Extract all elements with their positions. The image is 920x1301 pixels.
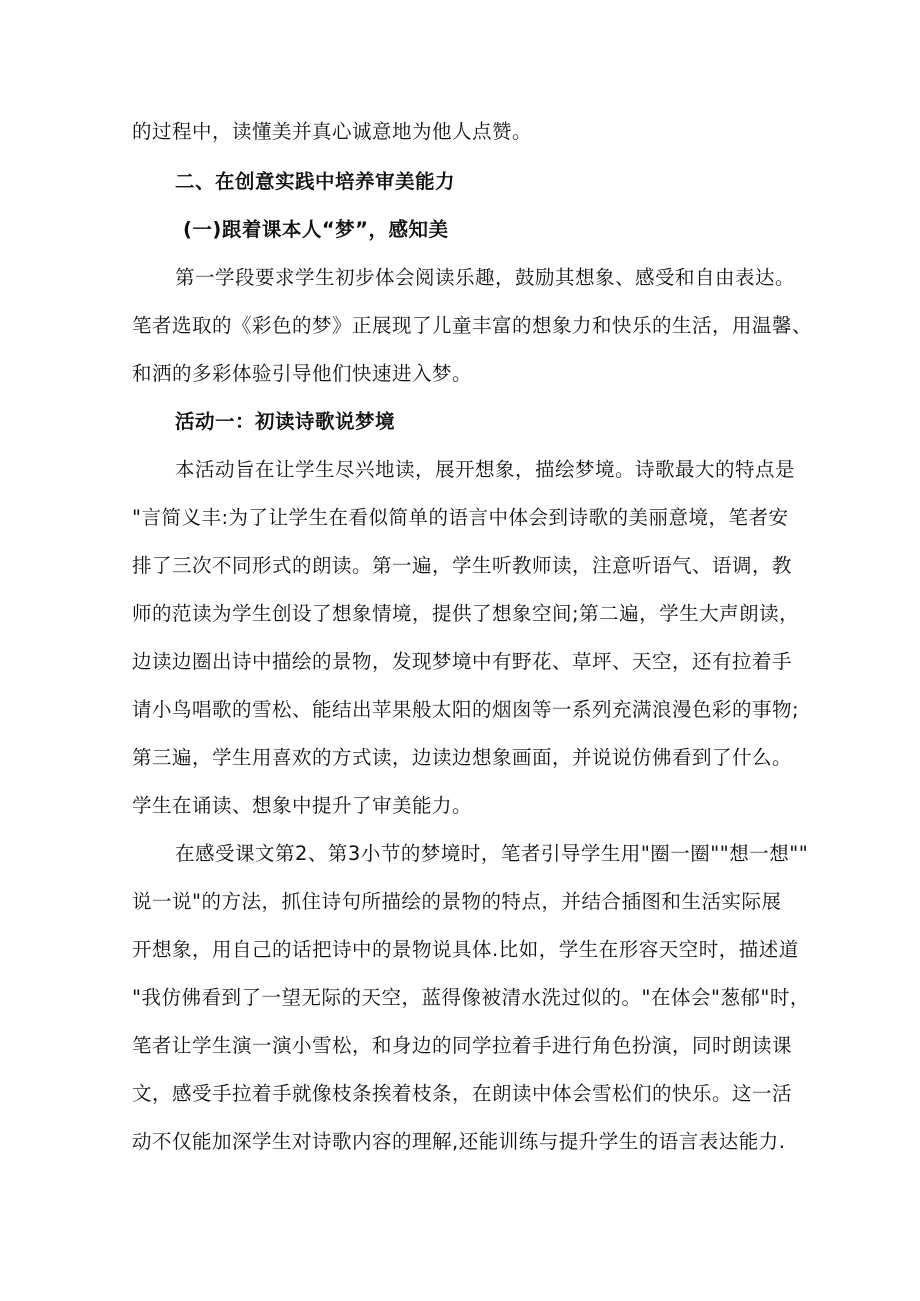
paragraph-line: 的过程中，读懂美并真心诚意地为他人点赞。: [132, 120, 533, 143]
activity-heading: 活动一：初读诗歌说梦境: [175, 410, 396, 433]
paragraph-line: 说一说"的方法，抓住诗句所描绘的景物的特点，并结合插图和生活实际展: [132, 890, 782, 913]
paragraph-line: "我仿佛看到了一望无际的天空，蓝得像被清水洗过似的。"在体会"葱郁"时，: [132, 986, 810, 1009]
paragraph-line: 在感受课文第2、第3小节的梦境时，笔者引导学生用"圈一圈""想一想"": [175, 842, 809, 865]
subsection-heading: (一)跟着课本人“梦”，感知美: [183, 218, 449, 241]
paragraph-line: 本活动旨在让学生尽兴地读，展开想象，描绘梦境。诗歌最大的特点是: [175, 458, 796, 481]
section-heading: 二、在创意实践中培养审美能力: [175, 170, 456, 193]
paragraph-line: 笔者选取的《彩色的梦》正展现了儿童丰富的想象力和快乐的生活，用温馨、: [132, 314, 813, 337]
paragraph-line: 第三遍，学生用喜欢的方式读，边读边想象画面，并说说仿佛看到了什么。: [132, 746, 793, 769]
paragraph-line: 笔者让学生演一演小雪松，和身边的同学拉着手进行角色扮演，同时朗读课: [132, 1034, 793, 1057]
paragraph-line: 边读边圈出诗中描绘的景物，发现梦境中有野花、草坪、天空，还有拉着手: [132, 650, 793, 673]
paragraph-line: 和洒的多彩体验引导他们快速进入梦。: [132, 362, 473, 385]
paragraph-line: 动不仅能加深学生对诗歌内容的理解,还能训练与提升学生的语言表达能力.: [132, 1130, 786, 1153]
paragraph-line: "言简义丰:为了让学生在看似简单的语言中体会到诗歌的美丽意境，笔者安: [132, 506, 789, 529]
paragraph-line: 请小鸟唱歌的雪松、能结出苹果般太阳的烟囱等一系列充满浪漫色彩的事物;: [132, 698, 800, 721]
paragraph-line: 文，感受手拉着手就像枝条挨着枝条，在朗读中体会雪松们的快乐。这一活: [132, 1082, 793, 1105]
paragraph-line: 师的范读为学生创设了想象情境，提供了想象空间;第二遍，学生大声朗读，: [132, 602, 800, 625]
paragraph-line: 第一学段要求学生初步体会阅读乐趣，鼓励其想象、感受和自由表达。: [175, 266, 796, 289]
paragraph-line: 排了三次不同形式的朗读。第一遍，学生听教师读，注意听语气、语调，教: [132, 554, 793, 577]
paragraph-line: 开想象，用自己的话把诗中的景物说具体.比如，学生在形容天空时，描述道: [132, 938, 799, 961]
paragraph-line: 学生在诵读、想象中提升了审美能力。: [132, 794, 473, 817]
